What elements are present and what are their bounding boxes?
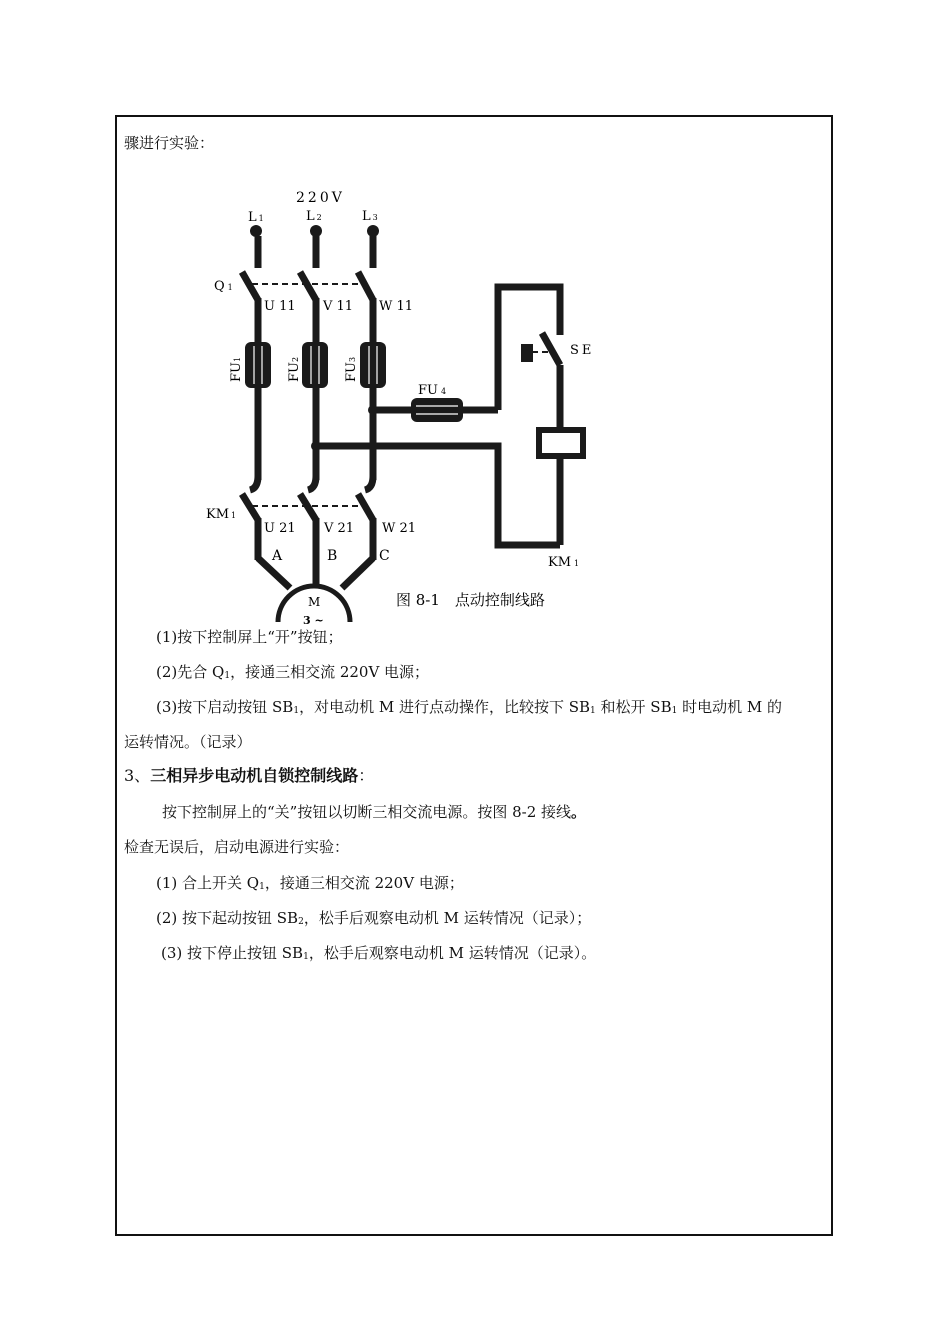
- terminal-v11: V 11: [323, 299, 354, 314]
- s3-para2: 检查无误后，启动电源进行实验：: [124, 838, 350, 856]
- figure-caption: 图 8-1 点动控制线路: [396, 591, 545, 609]
- intro-line: 骤进行实验：: [124, 134, 215, 152]
- motor-label: M: [308, 595, 321, 609]
- phase-a: A: [272, 548, 283, 564]
- button-sb-label: S E: [570, 343, 592, 358]
- s3-para1: 按下控制屏上的“关”按钮以切断三相交流电源。按图 8-2 接线。: [162, 803, 587, 821]
- terminal-w11: W 11: [379, 299, 414, 314]
- terminal-v21: V 21: [324, 521, 355, 536]
- s2-step1: (1)按下控制屏上“开”按钮；: [156, 628, 343, 646]
- s3-step1: (1) 合上开关 $Q_1$，接通三相交流 220V 电源；: [156, 874, 464, 892]
- s3-step3: (3) 按下停止按钮 $SB_1$，松手后观察电动机 M 运转情况（记录）。: [161, 944, 597, 962]
- motor-phase-label: 3 ~: [303, 614, 324, 627]
- terminal-u11: U 11: [264, 299, 296, 314]
- s2-step2: (2)先合 $Q_1$，接通三相交流 220V 电源；: [156, 663, 430, 681]
- line-label-3: L 3: [362, 209, 378, 224]
- s3-step2: (2) 按下起动按钮 $SB_2$，松手后观察电动机 M 运转情况（记录）；: [156, 909, 592, 927]
- line-label-2: L 2: [306, 209, 322, 224]
- s2-step3: (3)按下启动按钮 $SB_1$，对电动机 M 进行点动操作，比较按下 $SB_1$ 和松开 $SB_1$ 时电动机 M 的: [156, 698, 783, 716]
- fuse-label-3: FU3: [344, 356, 359, 382]
- line-label-1: L 1: [248, 210, 264, 225]
- s2-step3-cont: 运转情况。（记录）: [124, 733, 252, 751]
- terminal-w21: W 21: [382, 521, 417, 536]
- voltage-label: 220V: [296, 190, 345, 206]
- fuse-label-4: FU 4: [418, 383, 447, 398]
- contactor-km-label: KM 1: [206, 507, 237, 522]
- coil-km-label: KM 1: [548, 555, 580, 570]
- circuit-diagram: [0, 0, 950, 640]
- fuse-label-2: FU2: [287, 356, 302, 382]
- fuse-label-1: FU1: [229, 356, 244, 382]
- switch-q-label: Q 1: [214, 279, 233, 294]
- section3-heading: 3、三相异步电动机自锁控制线路：: [124, 766, 375, 785]
- phase-c: C: [379, 548, 390, 564]
- terminal-u21: U 21: [264, 521, 296, 536]
- phase-b: B: [327, 548, 338, 564]
